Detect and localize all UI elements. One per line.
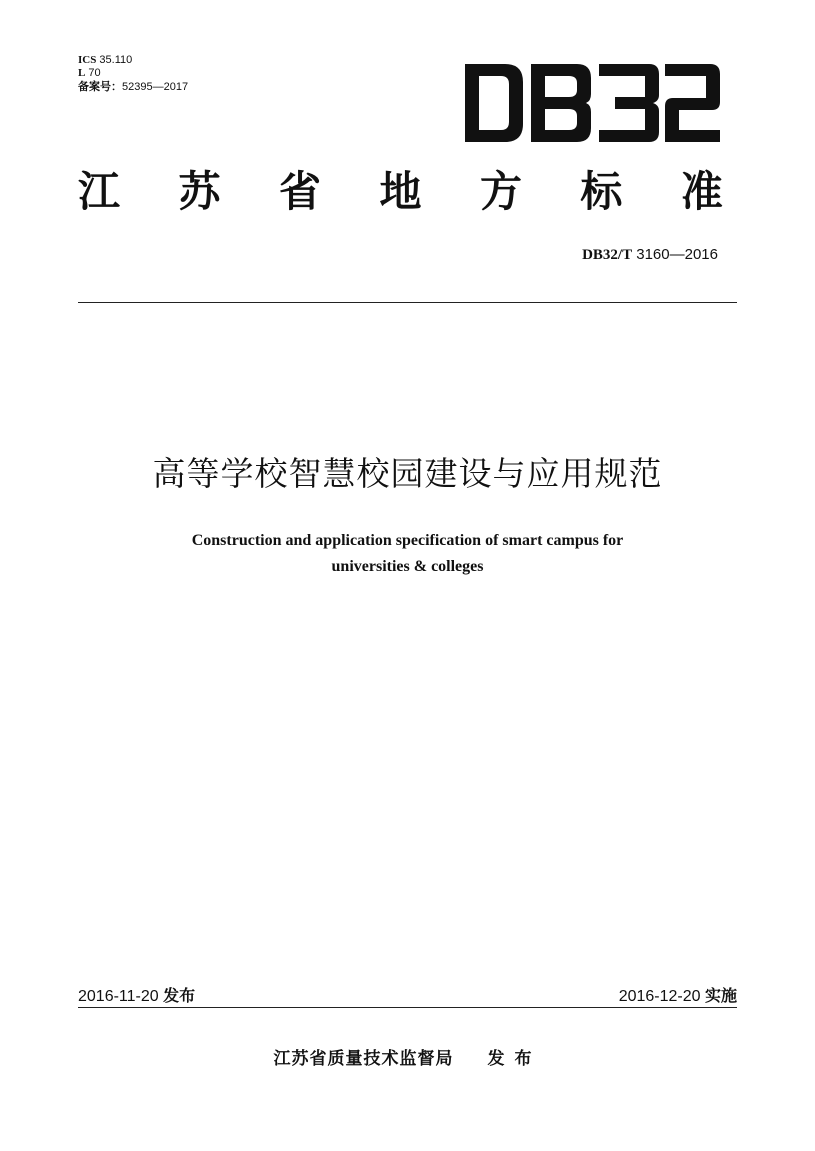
standard-type-char: 地 — [379, 167, 422, 216]
standard-type-char: 江 — [78, 167, 121, 216]
issuer — [0, 1044, 815, 1069]
standard-metadata — [78, 54, 188, 94]
db32-logo-mark — [465, 64, 720, 142]
filing-label: 备案号： — [78, 80, 122, 93]
effective-date-word: 实施 — [704, 986, 737, 1005]
issuer-verb: 发布 — [487, 1049, 542, 1069]
main-title: 高等学校智慧校园建设与应用规范 — [152, 454, 663, 493]
standard-type-char: 方 — [479, 167, 522, 216]
english-title — [120, 528, 695, 580]
standard-number-prefix: DB32/T — [582, 247, 633, 263]
standard-type-char: 苏 — [178, 167, 221, 216]
class-code: 70 — [88, 67, 101, 79]
ics-label: ICS — [78, 54, 97, 66]
english-title-line: Construction and application specification of smart campus for — [191, 532, 624, 549]
ics-code: 35.110 — [99, 54, 133, 66]
effective-date — [619, 983, 737, 1006]
effective-date-value: 2016-12-20 — [618, 988, 701, 1005]
standard-type-title — [78, 166, 723, 218]
issuer-organization: 江苏省质量技术监督局 — [273, 1049, 454, 1069]
issue-date-value: 2016-11-20 — [78, 988, 159, 1005]
ics-line — [78, 54, 188, 67]
issue-date — [78, 983, 195, 1006]
standard-number-value: 3160—2016 — [636, 246, 718, 263]
db32-logo — [465, 64, 720, 147]
standard-type-char: 标 — [580, 167, 623, 216]
standard-type-char: 省 — [278, 167, 321, 216]
bottom-divider — [78, 1007, 737, 1008]
filing-line — [78, 80, 188, 94]
top-divider — [78, 302, 737, 303]
class-label: L — [78, 67, 86, 79]
english-title-line: universities & colleges — [331, 558, 484, 575]
class-line — [78, 67, 188, 80]
standard-number — [582, 246, 718, 264]
filing-number: 52395—2017 — [122, 81, 189, 93]
standard-type-char: 准 — [680, 167, 723, 216]
issue-date-word: 发布 — [163, 986, 196, 1005]
